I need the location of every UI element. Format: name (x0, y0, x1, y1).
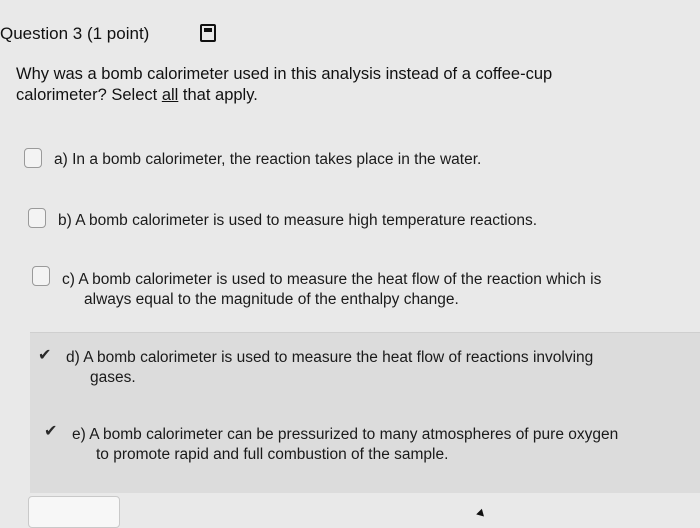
prompt-line-2 (16, 85, 656, 106)
checkmark-icon[interactable]: ✔ (44, 423, 58, 440)
option-d-label-line1[interactable]: d) A bomb calorimeter is used to measure the heat flow of reactions involving (66, 349, 594, 366)
prompt-text-a: calorimeter? Select (16, 86, 162, 104)
prompt-text-b: that apply. (178, 86, 258, 104)
option-b-label[interactable]: b) A bomb calorimeter is used to measure high temperature reactions. (58, 212, 538, 229)
option-e-label-line2[interactable]: to promote rapid and full combustion of the sample. (96, 446, 449, 463)
prompt-line-1: Why was a bomb calorimeter used in this analysis instead of a coffee-cup (16, 65, 553, 83)
option-d[interactable] (0, 346, 700, 392)
option-c[interactable] (0, 266, 700, 316)
bookmark-icon[interactable] (200, 24, 216, 42)
option-c-label-line1[interactable]: c) A bomb calorimeter is used to measure the heat flow of the reaction which is (62, 271, 602, 288)
option-a[interactable] (0, 148, 700, 178)
prompt-emphasis-all: all (161, 86, 179, 104)
question-prompt (16, 64, 656, 106)
question-number: Question 3 (0, 24, 83, 43)
option-c-label-line2[interactable]: always equal to the magnitude of the enthalpy change. (84, 291, 459, 308)
question-header (0, 18, 700, 54)
question-title (0, 24, 149, 44)
cursor-icon (476, 509, 487, 520)
option-a-label[interactable]: a) In a bomb calorimeter, the reaction takes place in the water. (54, 151, 482, 168)
option-b-checkbox[interactable] (28, 208, 46, 228)
option-e-label-line1[interactable]: e) A bomb calorimeter can be pressurized to many atmospheres of pure oxygen (72, 426, 619, 443)
option-b[interactable] (0, 208, 700, 238)
submit-button[interactable] (28, 496, 120, 528)
option-d-label-line2[interactable]: gases. (90, 369, 136, 386)
option-e[interactable] (0, 422, 700, 468)
option-c-checkbox[interactable] (32, 266, 50, 286)
checkmark-icon[interactable]: ✔ (38, 347, 52, 364)
option-a-checkbox[interactable] (24, 148, 42, 168)
question-points: (1 point) (86, 24, 150, 43)
